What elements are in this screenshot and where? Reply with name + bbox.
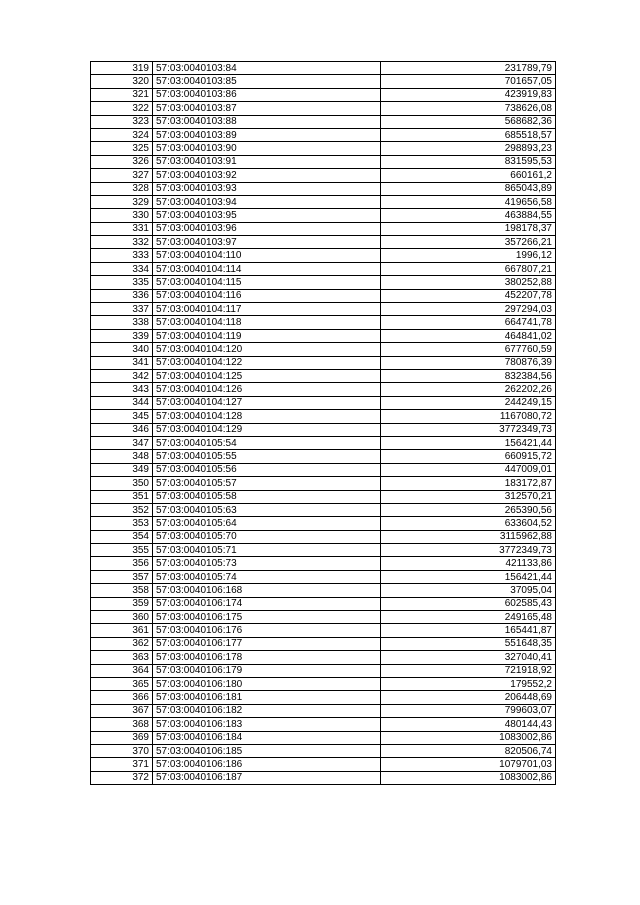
cadastral-number-cell: 57:03:0040103:86 [153, 88, 381, 101]
cadastral-value-cell: 3772349,73 [381, 544, 556, 557]
row-number-cell: 321 [91, 88, 153, 101]
table-row [91, 343, 556, 356]
cadastral-number-cell: 57:03:0040104:128 [153, 410, 381, 423]
cadastral-number-cell: 57:03:0040104:125 [153, 369, 381, 382]
table-row [91, 704, 556, 717]
row-number-cell: 372 [91, 771, 153, 784]
cadastral-number-cell: 57:03:0040103:91 [153, 155, 381, 168]
row-number-cell: 371 [91, 758, 153, 771]
table-row [91, 236, 556, 249]
table-row [91, 410, 556, 423]
cadastral-value-cell: 738626,08 [381, 102, 556, 115]
row-number-cell: 355 [91, 544, 153, 557]
table-row [91, 209, 556, 222]
cadastral-value-cell: 1996,12 [381, 249, 556, 262]
cadastral-value-cell: 37095,04 [381, 584, 556, 597]
cadastral-number-cell: 57:03:0040105:58 [153, 490, 381, 503]
table-row [91, 530, 556, 543]
cadastral-number-cell: 57:03:0040105:54 [153, 436, 381, 449]
cadastral-number-cell: 57:03:0040106:181 [153, 691, 381, 704]
cadastral-number-cell: 57:03:0040106:178 [153, 651, 381, 664]
table-row [91, 691, 556, 704]
cadastral-number-cell: 57:03:0040103:88 [153, 115, 381, 128]
table-row [91, 597, 556, 610]
cadastral-value-cell: 327040,41 [381, 651, 556, 664]
cadastral-number-cell: 57:03:0040104:118 [153, 316, 381, 329]
table-row [91, 423, 556, 436]
table-row [91, 169, 556, 182]
table-row [91, 276, 556, 289]
table-row [91, 503, 556, 516]
table-row [91, 316, 556, 329]
row-number-cell: 334 [91, 262, 153, 275]
cadastral-value-cell: 156421,44 [381, 436, 556, 449]
cadastral-value-cell: 480144,43 [381, 718, 556, 731]
table-row [91, 557, 556, 570]
cadastral-number-cell: 57:03:0040103:89 [153, 128, 381, 141]
table-row [91, 544, 556, 557]
table-row [91, 637, 556, 650]
cadastral-number-cell: 57:03:0040106:182 [153, 704, 381, 717]
table-row [91, 249, 556, 262]
cadastral-value-cell: 820506,74 [381, 744, 556, 757]
cadastral-value-cell: 249165,48 [381, 611, 556, 624]
row-number-cell: 330 [91, 209, 153, 222]
cadastral-number-cell: 57:03:0040104:116 [153, 289, 381, 302]
cadastral-number-cell: 57:03:0040105:57 [153, 477, 381, 490]
table-row [91, 651, 556, 664]
cadastral-value-cell: 380252,88 [381, 276, 556, 289]
row-number-cell: 335 [91, 276, 153, 289]
row-number-cell: 326 [91, 155, 153, 168]
table-row [91, 463, 556, 476]
cadastral-value-cell: 1079701,03 [381, 758, 556, 771]
table-row [91, 718, 556, 731]
cadastral-number-cell: 57:03:0040106:185 [153, 744, 381, 757]
table-row [91, 62, 556, 75]
cadastral-value-cell: 179552,2 [381, 677, 556, 690]
cadastral-number-cell: 57:03:0040106:184 [153, 731, 381, 744]
cadastral-number-cell: 57:03:0040104:110 [153, 249, 381, 262]
cadastral-number-cell: 57:03:0040105:73 [153, 557, 381, 570]
cadastral-number-cell: 57:03:0040105:55 [153, 450, 381, 463]
cadastral-number-cell: 57:03:0040106:174 [153, 597, 381, 610]
cadastral-value-cell: 463884,55 [381, 209, 556, 222]
row-number-cell: 354 [91, 530, 153, 543]
cadastral-value-cell: 419656,58 [381, 195, 556, 208]
cadastral-number-cell: 57:03:0040103:94 [153, 195, 381, 208]
cadastral-number-cell: 57:03:0040106:179 [153, 664, 381, 677]
cadastral-value-cell: 312570,21 [381, 490, 556, 503]
row-number-cell: 349 [91, 463, 153, 476]
cadastral-number-cell: 57:03:0040103:93 [153, 182, 381, 195]
row-number-cell: 357 [91, 570, 153, 583]
table-row [91, 677, 556, 690]
cadastral-value-cell: 357266,21 [381, 236, 556, 249]
row-number-cell: 359 [91, 597, 153, 610]
table-row [91, 436, 556, 449]
cadastral-number-cell: 57:03:0040105:64 [153, 517, 381, 530]
table-row [91, 771, 556, 784]
cadastral-value-cell: 1083002,86 [381, 771, 556, 784]
row-number-cell: 327 [91, 169, 153, 182]
cadastral-number-cell: 57:03:0040106:176 [153, 624, 381, 637]
table-row [91, 517, 556, 530]
table-row [91, 115, 556, 128]
row-number-cell: 362 [91, 637, 153, 650]
cadastral-value-cell: 3115962,88 [381, 530, 556, 543]
row-number-cell: 352 [91, 503, 153, 516]
cadastral-value-cell: 231789,79 [381, 62, 556, 75]
cadastral-value-cell: 452207,78 [381, 289, 556, 302]
cadastral-number-cell: 57:03:0040106:168 [153, 584, 381, 597]
cadastral-number-cell: 57:03:0040106:175 [153, 611, 381, 624]
cadastral-value-cell: 865043,89 [381, 182, 556, 195]
cadastral-value-cell: 206448,69 [381, 691, 556, 704]
row-number-cell: 320 [91, 75, 153, 88]
cadastral-value-cell: 183172,87 [381, 477, 556, 490]
row-number-cell: 365 [91, 677, 153, 690]
cadastral-value-cell: 685518,57 [381, 128, 556, 141]
row-number-cell: 324 [91, 128, 153, 141]
cadastral-number-cell: 57:03:0040104:114 [153, 262, 381, 275]
cadastral-number-cell: 57:03:0040104:115 [153, 276, 381, 289]
row-number-cell: 340 [91, 343, 153, 356]
cadastral-value-cell: 262202,26 [381, 383, 556, 396]
cadastral-value-cell: 660915,72 [381, 450, 556, 463]
cadastral-value-cell: 721918,92 [381, 664, 556, 677]
row-number-cell: 346 [91, 423, 153, 436]
row-number-cell: 331 [91, 222, 153, 235]
row-number-cell: 358 [91, 584, 153, 597]
cadastral-number-cell: 57:03:0040105:63 [153, 503, 381, 516]
cadastral-number-cell: 57:03:0040104:127 [153, 396, 381, 409]
cadastral-value-cell: 423919,83 [381, 88, 556, 101]
table-row [91, 303, 556, 316]
cadastral-number-cell: 57:03:0040104:120 [153, 343, 381, 356]
cadastral-number-cell: 57:03:0040106:183 [153, 718, 381, 731]
table-row [91, 182, 556, 195]
row-number-cell: 342 [91, 369, 153, 382]
cadastral-number-cell: 57:03:0040106:177 [153, 637, 381, 650]
row-number-cell: 325 [91, 142, 153, 155]
cadastral-value-cell: 633604,52 [381, 517, 556, 530]
cadastral-value-cell: 832384,56 [381, 369, 556, 382]
row-number-cell: 356 [91, 557, 153, 570]
cadastral-value-cell: 664741,78 [381, 316, 556, 329]
table-row [91, 262, 556, 275]
table-body [91, 62, 556, 785]
cadastral-value-cell: 1083002,86 [381, 731, 556, 744]
cadastral-number-cell: 57:03:0040103:97 [153, 236, 381, 249]
row-number-cell: 338 [91, 316, 153, 329]
cadastral-value-cell: 297294,03 [381, 303, 556, 316]
cadastral-number-cell: 57:03:0040103:96 [153, 222, 381, 235]
table-row [91, 664, 556, 677]
table-row [91, 75, 556, 88]
cadastral-number-cell: 57:03:0040103:87 [153, 102, 381, 115]
cadastral-number-cell: 57:03:0040104:119 [153, 329, 381, 342]
row-number-cell: 322 [91, 102, 153, 115]
row-number-cell: 332 [91, 236, 153, 249]
cadastral-number-cell: 57:03:0040104:122 [153, 356, 381, 369]
table-row [91, 356, 556, 369]
table-row [91, 570, 556, 583]
table-row [91, 490, 556, 503]
cadastral-value-cell: 780876,39 [381, 356, 556, 369]
cadastral-value-table [90, 61, 556, 785]
cadastral-number-cell: 57:03:0040106:186 [153, 758, 381, 771]
row-number-cell: 367 [91, 704, 153, 717]
table-row [91, 369, 556, 382]
cadastral-value-cell: 1167080,72 [381, 410, 556, 423]
cadastral-number-cell: 57:03:0040105:74 [153, 570, 381, 583]
row-number-cell: 343 [91, 383, 153, 396]
row-number-cell: 361 [91, 624, 153, 637]
cadastral-value-cell: 421133,86 [381, 557, 556, 570]
table-row [91, 102, 556, 115]
cadastral-value-cell: 701657,05 [381, 75, 556, 88]
cadastral-number-cell: 57:03:0040105:56 [153, 463, 381, 476]
table-row [91, 477, 556, 490]
row-number-cell: 329 [91, 195, 153, 208]
table-row [91, 142, 556, 155]
table-row [91, 155, 556, 168]
cadastral-number-cell: 57:03:0040103:85 [153, 75, 381, 88]
cadastral-number-cell: 57:03:0040103:95 [153, 209, 381, 222]
row-number-cell: 370 [91, 744, 153, 757]
table-row [91, 584, 556, 597]
table-row [91, 744, 556, 757]
cadastral-value-cell: 551648,35 [381, 637, 556, 650]
cadastral-value-cell: 156421,44 [381, 570, 556, 583]
row-number-cell: 333 [91, 249, 153, 262]
row-number-cell: 336 [91, 289, 153, 302]
cadastral-value-cell: 447009,01 [381, 463, 556, 476]
table-row [91, 624, 556, 637]
table-row [91, 222, 556, 235]
cadastral-number-cell: 57:03:0040105:70 [153, 530, 381, 543]
cadastral-number-cell: 57:03:0040103:90 [153, 142, 381, 155]
cadastral-number-cell: 57:03:0040104:126 [153, 383, 381, 396]
table-row [91, 329, 556, 342]
row-number-cell: 347 [91, 436, 153, 449]
cadastral-value-cell: 831595,53 [381, 155, 556, 168]
cadastral-number-cell: 57:03:0040103:92 [153, 169, 381, 182]
table-row [91, 128, 556, 141]
cadastral-value-cell: 677760,59 [381, 343, 556, 356]
row-number-cell: 337 [91, 303, 153, 316]
table-row [91, 450, 556, 463]
row-number-cell: 366 [91, 691, 153, 704]
cadastral-value-cell: 3772349,73 [381, 423, 556, 436]
cadastral-value-cell: 667807,21 [381, 262, 556, 275]
cadastral-value-cell: 660161,2 [381, 169, 556, 182]
table-row [91, 289, 556, 302]
cadastral-number-cell: 57:03:0040104:117 [153, 303, 381, 316]
row-number-cell: 368 [91, 718, 153, 731]
row-number-cell: 364 [91, 664, 153, 677]
row-number-cell: 345 [91, 410, 153, 423]
cadastral-value-cell: 568682,36 [381, 115, 556, 128]
cadastral-number-cell: 57:03:0040106:187 [153, 771, 381, 784]
cadastral-number-cell: 57:03:0040105:71 [153, 544, 381, 557]
table-row [91, 611, 556, 624]
row-number-cell: 360 [91, 611, 153, 624]
table-row [91, 195, 556, 208]
cadastral-value-cell: 799603,07 [381, 704, 556, 717]
cadastral-number-cell: 57:03:0040104:129 [153, 423, 381, 436]
row-number-cell: 363 [91, 651, 153, 664]
row-number-cell: 351 [91, 490, 153, 503]
row-number-cell: 328 [91, 182, 153, 195]
cadastral-value-cell: 464841,02 [381, 329, 556, 342]
table-row [91, 758, 556, 771]
row-number-cell: 350 [91, 477, 153, 490]
table-row [91, 396, 556, 409]
table-row [91, 88, 556, 101]
cadastral-value-cell: 265390,56 [381, 503, 556, 516]
cadastral-number-cell: 57:03:0040106:180 [153, 677, 381, 690]
cadastral-value-cell: 244249,15 [381, 396, 556, 409]
cadastral-value-cell: 198178,37 [381, 222, 556, 235]
cadastral-number-cell: 57:03:0040103:84 [153, 62, 381, 75]
row-number-cell: 348 [91, 450, 153, 463]
row-number-cell: 319 [91, 62, 153, 75]
row-number-cell: 369 [91, 731, 153, 744]
table-row [91, 731, 556, 744]
cadastral-value-cell: 165441,87 [381, 624, 556, 637]
table-row [91, 383, 556, 396]
row-number-cell: 341 [91, 356, 153, 369]
row-number-cell: 339 [91, 329, 153, 342]
row-number-cell: 353 [91, 517, 153, 530]
cadastral-value-cell: 298893,23 [381, 142, 556, 155]
cadastral-value-cell: 602585,43 [381, 597, 556, 610]
row-number-cell: 344 [91, 396, 153, 409]
row-number-cell: 323 [91, 115, 153, 128]
